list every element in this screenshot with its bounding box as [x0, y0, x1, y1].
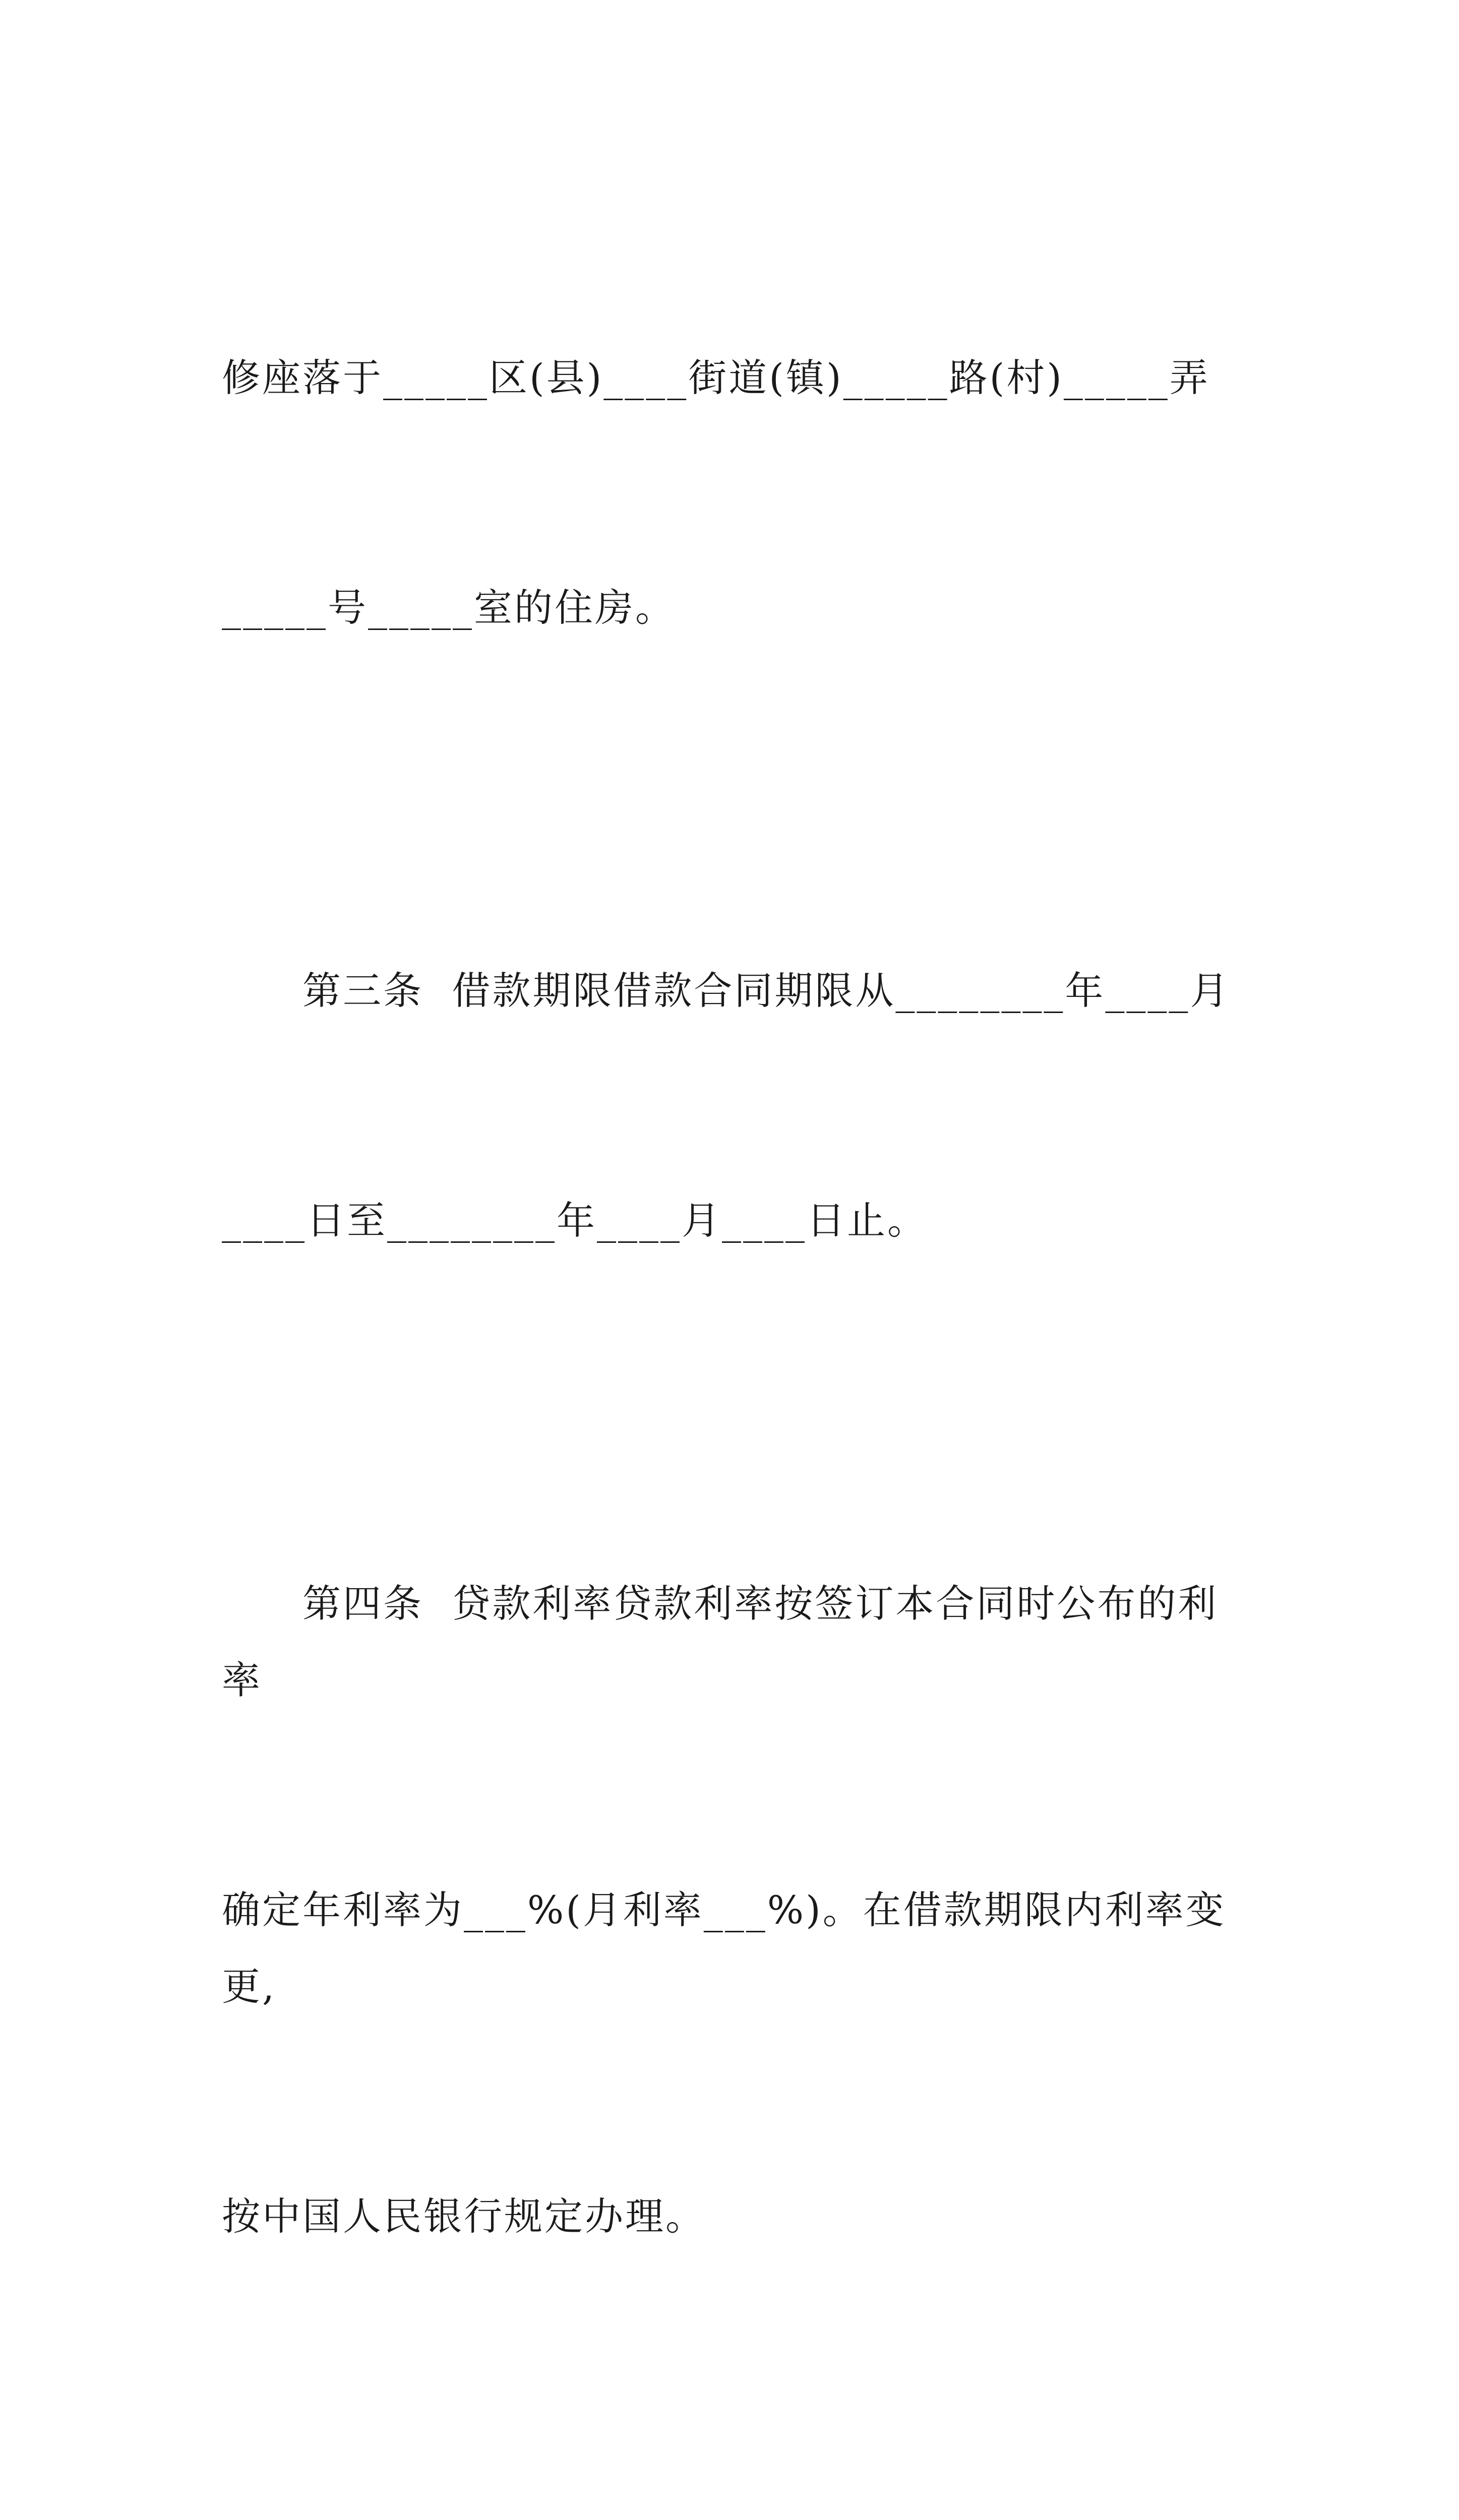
text-line: _____号_____室的住房。: [222, 585, 676, 630]
text-line: 第三条 借款期限借款合同期限从________年____月: [302, 968, 1231, 1013]
article-3: [222, 799, 1245, 1412]
text-line: 按中国人民银行规定办理。: [222, 2194, 706, 2239]
text-line: 修座落于_____区(县)____街道(镇)_____路(村)_____弄: [222, 355, 1210, 400]
paragraph-continuation: [222, 186, 1245, 799]
document-page: [222, 186, 1245, 2520]
article-5: [222, 2408, 1245, 2520]
article-4: [222, 1412, 1245, 2408]
text-line: ____日至________年____月____日止。: [222, 1198, 928, 1243]
text-line: 第四条 贷款利率贷款利率按签订本合同时公布的利率: [222, 1581, 1219, 1703]
text-line: 确定年利率为___%(月利率___%)。在借款期限内利率变更,: [222, 1887, 1226, 2009]
